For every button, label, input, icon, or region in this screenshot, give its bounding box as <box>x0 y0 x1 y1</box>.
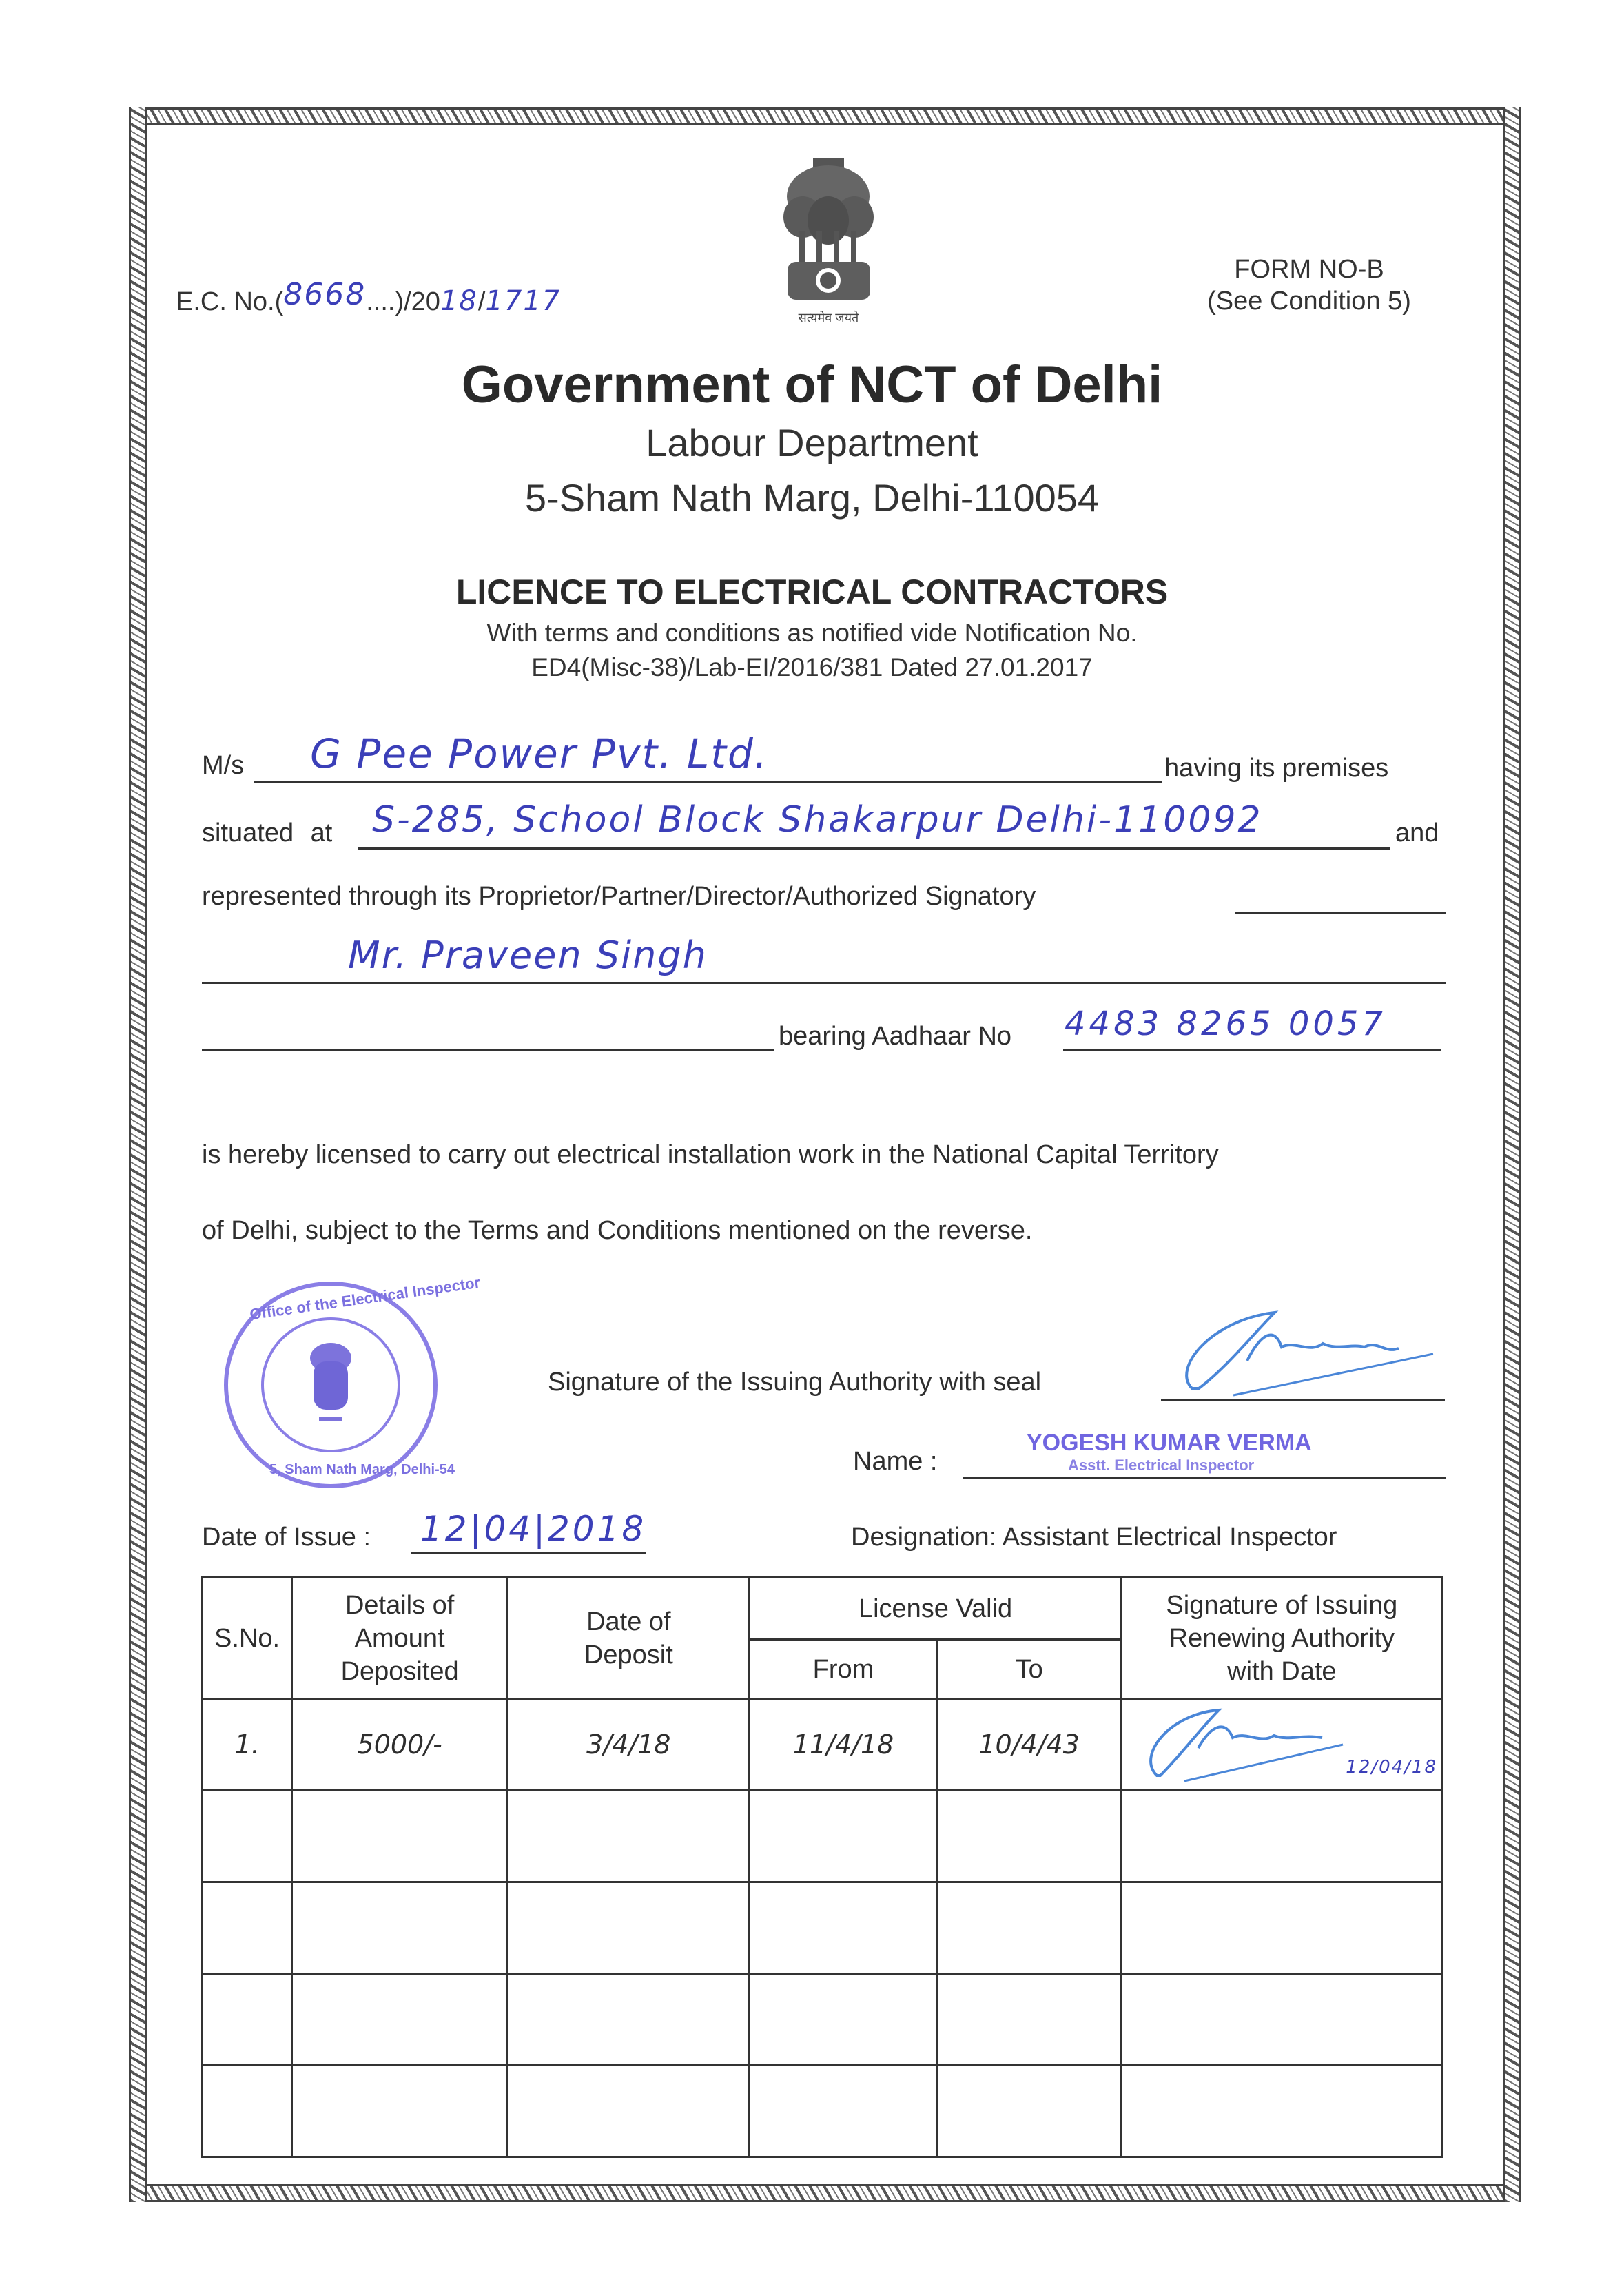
cell-valid-to <box>937 1791 1121 1882</box>
seal-bottom-text: 5, Sham Nath Marg, Delhi-54 <box>269 1462 455 1477</box>
and-label: and <box>1395 819 1439 847</box>
ashoka-emblem-icon <box>775 158 882 303</box>
form-condition: (See Condition 5) <box>1207 287 1411 316</box>
table-row <box>203 1699 1443 1791</box>
cell-signature <box>1121 2066 1442 2157</box>
header-amount: Details of Amount Deposited <box>292 1578 508 1699</box>
cell-deposit-date <box>508 1974 750 2066</box>
name-underline <box>963 1477 1446 1479</box>
table-row <box>203 1974 1443 2066</box>
cell-amount <box>292 1791 508 1882</box>
address-underline <box>358 847 1390 850</box>
signatory-name-value: Mr. Praveen Singh <box>348 934 708 977</box>
header-valid-from: From <box>750 1640 937 1699</box>
aadhaar-underline <box>1063 1049 1441 1051</box>
issuing-signature-icon <box>1171 1306 1447 1402</box>
header-sno: S.No. <box>203 1578 292 1699</box>
form-number-block <box>1171 254 1447 317</box>
signatory-underline <box>202 982 1446 984</box>
cell-valid-from <box>750 2066 937 2157</box>
cell-deposit-date <box>508 1791 750 1882</box>
department-name: Labour Department <box>646 421 978 464</box>
cell-valid-from <box>750 1791 937 1882</box>
represented-underline <box>1235 912 1446 914</box>
premises-label: having its premises <box>1164 754 1389 783</box>
address-value: S-285, School Block Shakarpur Delhi-110092 <box>372 799 1263 841</box>
ec-serial-value: 1717 <box>485 285 562 317</box>
form-number: FORM NO-B <box>1234 255 1384 284</box>
cell-valid-to <box>937 1882 1121 1974</box>
cell-amount <box>292 2066 508 2157</box>
aadhaar-label: bearing Aadhaar No <box>779 1022 1012 1051</box>
cell-sign-date: 12/04/18 <box>1346 1757 1437 1778</box>
department-address: 5-Sham Nath Marg, Delhi-110054 <box>524 476 1100 520</box>
licence-title: LICENCE TO ELECTRICAL CONTRACTORS <box>455 573 1169 611</box>
notification-line-1: With terms and conditions as notified vide Notification No. <box>486 619 1138 647</box>
cell-sno <box>203 2066 292 2157</box>
cell-valid-to <box>937 1974 1121 2066</box>
name-stamp-subtitle: Asstt. Electrical Inspector <box>1068 1457 1255 1474</box>
header-deposit-date: Date of Deposit <box>508 1578 750 1699</box>
cell-valid-to: 10/4/43 <box>937 1699 1121 1791</box>
firm-name-underline <box>254 781 1162 783</box>
firm-name-value: G Pee Power Pvt. Ltd. <box>310 730 769 777</box>
ec-year-value: 18 <box>440 285 478 317</box>
ms-label: M/s <box>202 751 245 780</box>
date-of-issue-underline <box>411 1552 646 1554</box>
ec-number-value: 8668 <box>283 277 367 312</box>
national-emblem <box>775 158 882 324</box>
aadhaar-value: 4483 8265 0057 <box>1065 1005 1386 1043</box>
cell-deposit-date <box>508 1882 750 1974</box>
cell-amount <box>292 1882 508 1974</box>
represented-label: represented through its Proprietor/Partner/Director/Authorized Signatory <box>202 882 1036 911</box>
cell-sno <box>203 1882 292 1974</box>
border-bottom <box>129 2184 1521 2202</box>
date-of-issue-value: 12|04|2018 <box>420 1509 647 1549</box>
cell-sno: 1. <box>203 1699 292 1791</box>
seal-top-text: Office of the Electrical Inspector <box>248 1273 482 1324</box>
ec-number-line: E.C. No.(8668....)/2018/1717 <box>176 277 562 317</box>
cell-valid-from <box>750 1882 937 1974</box>
cell-sno <box>203 1791 292 1882</box>
border-top <box>129 107 1521 125</box>
header-license-valid: License Valid <box>750 1578 1121 1640</box>
cell-signature <box>1121 1882 1442 1974</box>
ec-prefix: E.C. No.( <box>176 287 284 316</box>
name-label: Name : <box>853 1447 938 1476</box>
date-of-issue-label: Date of Issue : <box>202 1523 371 1552</box>
signature-label: Signature of the Issuing Authority with seal <box>548 1368 1042 1397</box>
table-row <box>203 2066 1443 2157</box>
licence-statement-line-1: is hereby licensed to carry out electrical installation work in the National Capital Territory <box>202 1140 1219 1169</box>
cell-deposit-date <box>508 2066 750 2157</box>
situated-label: situated at <box>202 819 333 847</box>
cell-deposit-date: 3/4/18 <box>508 1699 750 1791</box>
table-row <box>203 1882 1443 1974</box>
cell-valid-from: 11/4/18 <box>750 1699 937 1791</box>
seal-inner-ring <box>261 1317 400 1452</box>
cell-sno <box>203 1974 292 2066</box>
ec-middle: ....)/20 <box>366 287 440 316</box>
government-title: Government of NCT of Delhi <box>461 356 1163 414</box>
designation-text: Designation: Assistant Electrical Inspector <box>851 1523 1337 1552</box>
licence-statement-line-2: of Delhi, subject to the Terms and Conditions mentioned on the reverse. <box>202 1216 1033 1245</box>
emblem-motto: सत्यमेव जयते <box>798 311 859 325</box>
name-stamp-value: YOGESH KUMAR VERMA <box>1027 1430 1312 1456</box>
cell-valid-from <box>750 1974 937 2066</box>
cell-valid-to <box>937 2066 1121 2157</box>
notification-line-2: ED4(Misc-38)/Lab-EI/2016/381 Dated 27.01.2017 <box>531 653 1093 681</box>
aadhaar-blank-underline <box>202 1049 774 1051</box>
official-seal <box>224 1273 482 1488</box>
table-row <box>203 1791 1443 1882</box>
licence-register-table <box>201 1576 1443 2158</box>
header-valid-to: To <box>937 1640 1121 1699</box>
seal-emblem-icon <box>264 1320 398 1450</box>
cell-signature <box>1121 1974 1442 2066</box>
cell-amount: 5000/- <box>292 1699 508 1791</box>
cell-signature <box>1121 1791 1442 1882</box>
cell-signature <box>1121 1699 1442 1791</box>
cell-amount <box>292 1974 508 2066</box>
header-signature: Signature of Issuing Renewing Authority with Date <box>1121 1578 1442 1699</box>
